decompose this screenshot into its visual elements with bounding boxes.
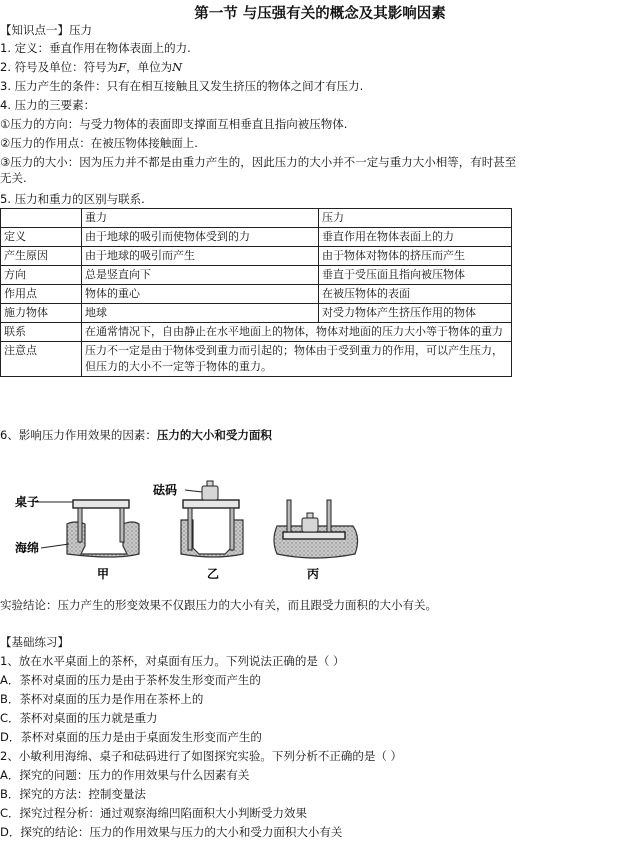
item-factors-prefix: 6、影响压力作用效果的因素： — [0, 428, 157, 442]
label-table: 桌子 — [15, 495, 40, 509]
table-row — [1, 342, 512, 377]
table-header-cell: 压力 — [319, 209, 512, 228]
caption-a: 甲 — [97, 567, 110, 581]
table-row — [1, 247, 512, 266]
table-top-a — [73, 500, 129, 508]
table-row — [1, 323, 512, 342]
table-cell: 定义 — [1, 228, 82, 247]
item-factors — [0, 427, 272, 443]
item-symbol-mid: ，单位为 — [126, 60, 173, 74]
page-title: 第一节 与压强有关的概念及其影响因素 — [194, 5, 446, 22]
weight-c — [302, 518, 318, 532]
item-comparison: 5. 压力和重力的区别与联系. — [0, 192, 145, 206]
table-cell: 总是竖直向下 — [82, 266, 319, 285]
table-cell: 联系 — [1, 323, 82, 342]
table-cell: 施力物体 — [1, 304, 82, 323]
table-cell: 在通常情况下，自由静止在水平地面上的物体，物体对地面的压力大小等于物体的重力 — [82, 323, 512, 342]
caption-b: 乙 — [207, 567, 220, 581]
question-2-option-c: C．探究过程分析：通过观察海绵凹陷面积大小判断受力效果 — [0, 806, 308, 820]
table-leg-c2 — [327, 500, 331, 532]
question-1-option-a: A．茶杯对桌面的压力是由于茶杯发生形变而产生的 — [0, 673, 261, 687]
setup-b — [153, 481, 243, 581]
weight-b — [202, 486, 218, 500]
table-cell: 垂直于受压面且指向被压物体 — [319, 266, 512, 285]
table-cell: 在被压物体的表面 — [319, 285, 512, 304]
experiment-conclusion: 实验结论：压力产生的形变效果不仅跟压力的大小有关，而且跟受力面积的大小有关。 — [0, 598, 437, 612]
table-cell: 产生原因 — [1, 247, 82, 266]
table-leg-a2 — [120, 508, 124, 542]
question-1-option-b: B．茶杯对桌面的压力是作用在茶杯上的 — [0, 692, 204, 706]
table-header-cell: 重力 — [82, 209, 319, 228]
table-cell: 由于物体对物体的挤压而产生 — [319, 247, 512, 266]
comparison-table — [0, 208, 512, 377]
table-row — [1, 285, 512, 304]
table-cell: 作用点 — [1, 285, 82, 304]
table-cell: 由于地球的吸引而使物体受到的力 — [82, 228, 319, 247]
item-three-elements: 4. 压力的三要素： — [0, 98, 96, 112]
item-point: ②压力的作用点：在被压物体接触面上. — [0, 136, 198, 150]
item-condition: 3. 压力产生的条件：只有在相互接触且又发生挤压的物体之间才有压力. — [0, 79, 364, 93]
label-weight: 砝码 — [153, 483, 178, 497]
table-header-row — [1, 209, 512, 228]
setup-c — [274, 500, 358, 581]
question-2-stem: 2、小敏利用海绵、桌子和砝码进行了如图探究实验。下列分析不正确的是（ ） — [0, 749, 402, 763]
item-magnitude: ③压力的大小：因为压力并不都是由重力产生的，因此压力的大小并不一定与重力大小相等，有时甚至无关. — [0, 155, 517, 185]
table-cell: 压力不一定是由于物体受到重力而引起的；物体由于受到重力的作用，可以产生压力，但压力的大小不一定等于物体的重力。 — [82, 342, 512, 377]
item-symbol-prefix: 2. 符号及单位：符号为 — [0, 60, 119, 74]
table-leg-a1 — [78, 508, 82, 542]
weight-c-knob — [307, 513, 313, 518]
item-factors-bold: 压力的大小和受力面积 — [156, 428, 272, 442]
experiment-diagram — [15, 478, 375, 586]
question-1-option-d: D．茶杯对桌面的压力是由于桌面发生形变而产生的 — [0, 730, 262, 744]
table-row — [1, 304, 512, 323]
item-direction: ①压力的方向：与受力物体的表面即支撑面互相垂直且指向被压物体. — [0, 117, 348, 131]
table-leg-b1 — [188, 508, 192, 550]
table-row — [1, 228, 512, 247]
question-2-option-a: A．探究的问题：压力的作用效果与什么因素有关 — [0, 768, 250, 782]
section-header-knowledge: 【知识点一】压力 — [0, 23, 92, 37]
question-2-option-d: D．探究的结论：压力的作用效果与压力的大小和受力面积大小有关 — [0, 825, 343, 839]
caption-c: 丙 — [307, 567, 320, 581]
table-top-b — [183, 500, 239, 508]
force-symbol: F — [118, 60, 127, 74]
label-line-weight — [185, 490, 202, 492]
unit-symbol: N — [172, 60, 183, 74]
table-top-c — [283, 532, 345, 539]
table-cell: 注意点 — [1, 342, 82, 377]
table-leg-c1 — [287, 500, 291, 532]
table-cell: 方向 — [1, 266, 82, 285]
setup-a — [15, 494, 139, 581]
weight-b-knob — [207, 481, 213, 486]
item-symbol-unit — [0, 59, 182, 75]
table-cell: 地球 — [82, 304, 319, 323]
table-cell: 由于地球的吸引而产生 — [82, 247, 319, 266]
table-cell: 对受力物体产生挤压作用的物体 — [319, 304, 512, 323]
section-header-practice: 【基础练习】 — [0, 635, 69, 649]
table-leg-b2 — [230, 508, 234, 550]
table-cell: 垂直作用在物体表面上的力 — [319, 228, 512, 247]
item-definition: 1. 定义：垂直作用在物体表面上的力. — [0, 41, 191, 55]
table-row — [1, 266, 512, 285]
label-line-sponge — [41, 544, 69, 548]
label-sponge: 海绵 — [15, 541, 40, 555]
question-1-option-c: C．茶杯对桌面的压力就是重力 — [0, 711, 158, 725]
question-2-option-b: B．探究的方法：控制变量法 — [0, 787, 146, 801]
question-1-stem: 1、放在水平桌面上的茶杯，对桌面有压力。下列说法正确的是（ ） — [0, 654, 345, 668]
table-cell: 物体的重心 — [82, 285, 319, 304]
table-header-cell — [1, 209, 82, 228]
